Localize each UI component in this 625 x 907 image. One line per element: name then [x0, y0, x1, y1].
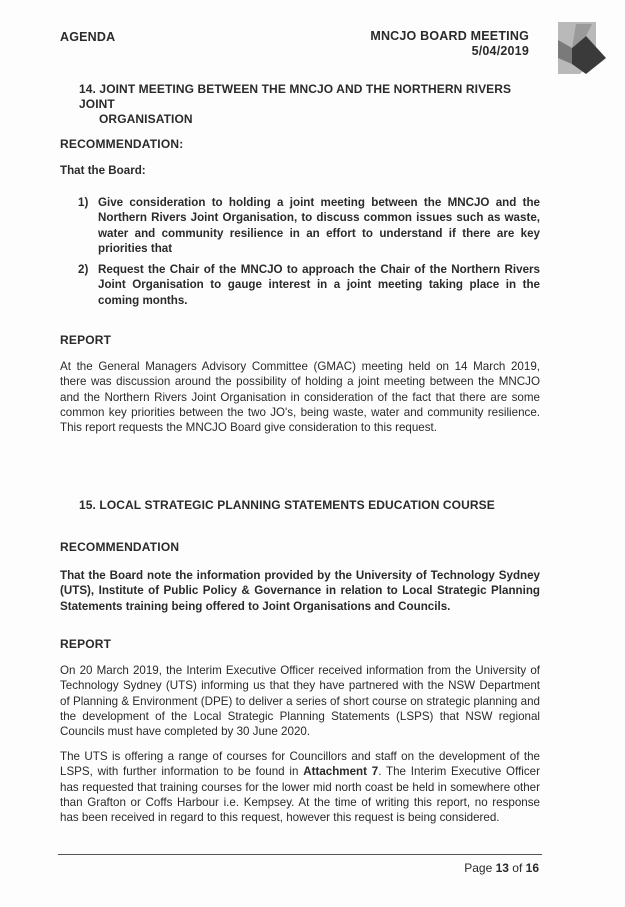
- rec-2-text: Request the Chair of the MNCJO to approach the Chair of the Northern Rivers Joint Organisation to gauge interest in a joint meeting taking place in the coming months.: [98, 263, 540, 307]
- mncjo-logo-icon: [550, 18, 608, 76]
- item-14-report-text: At the General Managers Advisory Committee (GMAC) meeting held on 14 March 2019, there was discussion around the possibility of holding a joint meeting between the MNCJO and the Northern Rivers Joint Organisation in consideration of the fact that there are some common key priorities between the two JO's, being waste, water and community resilience. This report requests the MNCJO Board give consideration to this request.: [60, 360, 540, 435]
- item-14-report-heading: REPORT: [60, 333, 112, 347]
- item-15-report-paragraph-1: On 20 March 2019, the Interim Executive Officer received information from the University of Technology Sydney (UTS) informing us that they have partnered with the NSW Department of Planning & Environment (DPE) to deliver a series of short course on strategic planning and the development of the Local Strategic Planning Statements (LSPS) that NSW regional Councils must have completed by 30 June 2020.: [60, 664, 540, 739]
- page-prefix: Page: [464, 861, 496, 875]
- report-p2-text-start: The UTS is offering a range of courses for Councillors and staff on the development of the LSPS, with further information to be found in: [60, 750, 540, 779]
- item-15-report-paragraph-2: [60, 749, 540, 825]
- rec-1-number: 1): [78, 196, 89, 209]
- page-number: [464, 861, 539, 875]
- header-meeting-title: MNCJO BOARD MEETING: [370, 29, 529, 43]
- item-14-rec-1: [78, 195, 540, 257]
- item-15-title: 15. LOCAL STRATEGIC PLANNING STATEMENTS EDUCATION COURSE: [79, 498, 495, 512]
- item-15-recommendation-heading: RECOMMENDATION: [60, 540, 180, 554]
- report-p2-text-end: . The Interim Executive Officer has requested that training courses for the lower mid north coast be held in somewhere other than Grafton or Coffs Harbour i.e. Kempsey. At the time of writing this report, no response has been received in regard to this request, however this request is being considered.: [60, 765, 540, 825]
- header-agenda-label: AGENDA: [60, 30, 116, 44]
- item-15-report-heading: REPORT: [60, 637, 112, 651]
- page-current: 13: [495, 861, 509, 875]
- item-14-title-line2: ORGANISATION: [99, 112, 193, 126]
- item-14-intro: That the Board:: [60, 164, 146, 177]
- footer-divider: [58, 854, 542, 855]
- item-14-recommendation-heading: RECOMMENDATION:: [60, 137, 184, 151]
- item-15-recommendation-text: That the Board note the information provided by the University of Technology Sydney (UTS), Institute of Public Policy & Governance in relation to Local Strategic Planning Statements training being offered to Joint Organisations and Councils.: [60, 569, 540, 613]
- page-total: 16: [525, 861, 539, 875]
- rec-1-text: Give consideration to holding a joint meeting between the MNCJO and the Northern Rivers Joint Organisation, to discuss common issues such as waste, water and community resilience in an effort to understand if there are key priorities that: [98, 196, 540, 255]
- item-14-rec-2: [78, 262, 540, 310]
- item-14-title: [79, 82, 544, 127]
- header-meeting-date: 5/04/2019: [471, 44, 529, 58]
- attachment-reference: Attachment 7: [303, 765, 379, 779]
- header-meeting-info: [370, 29, 529, 59]
- page-of: of: [508, 861, 526, 875]
- rec-2-number: 2): [78, 263, 89, 276]
- item-14-title-line1: 14. JOINT MEETING BETWEEN THE MNCJO AND THE NORTHERN RIVERS JOINT: [79, 82, 512, 111]
